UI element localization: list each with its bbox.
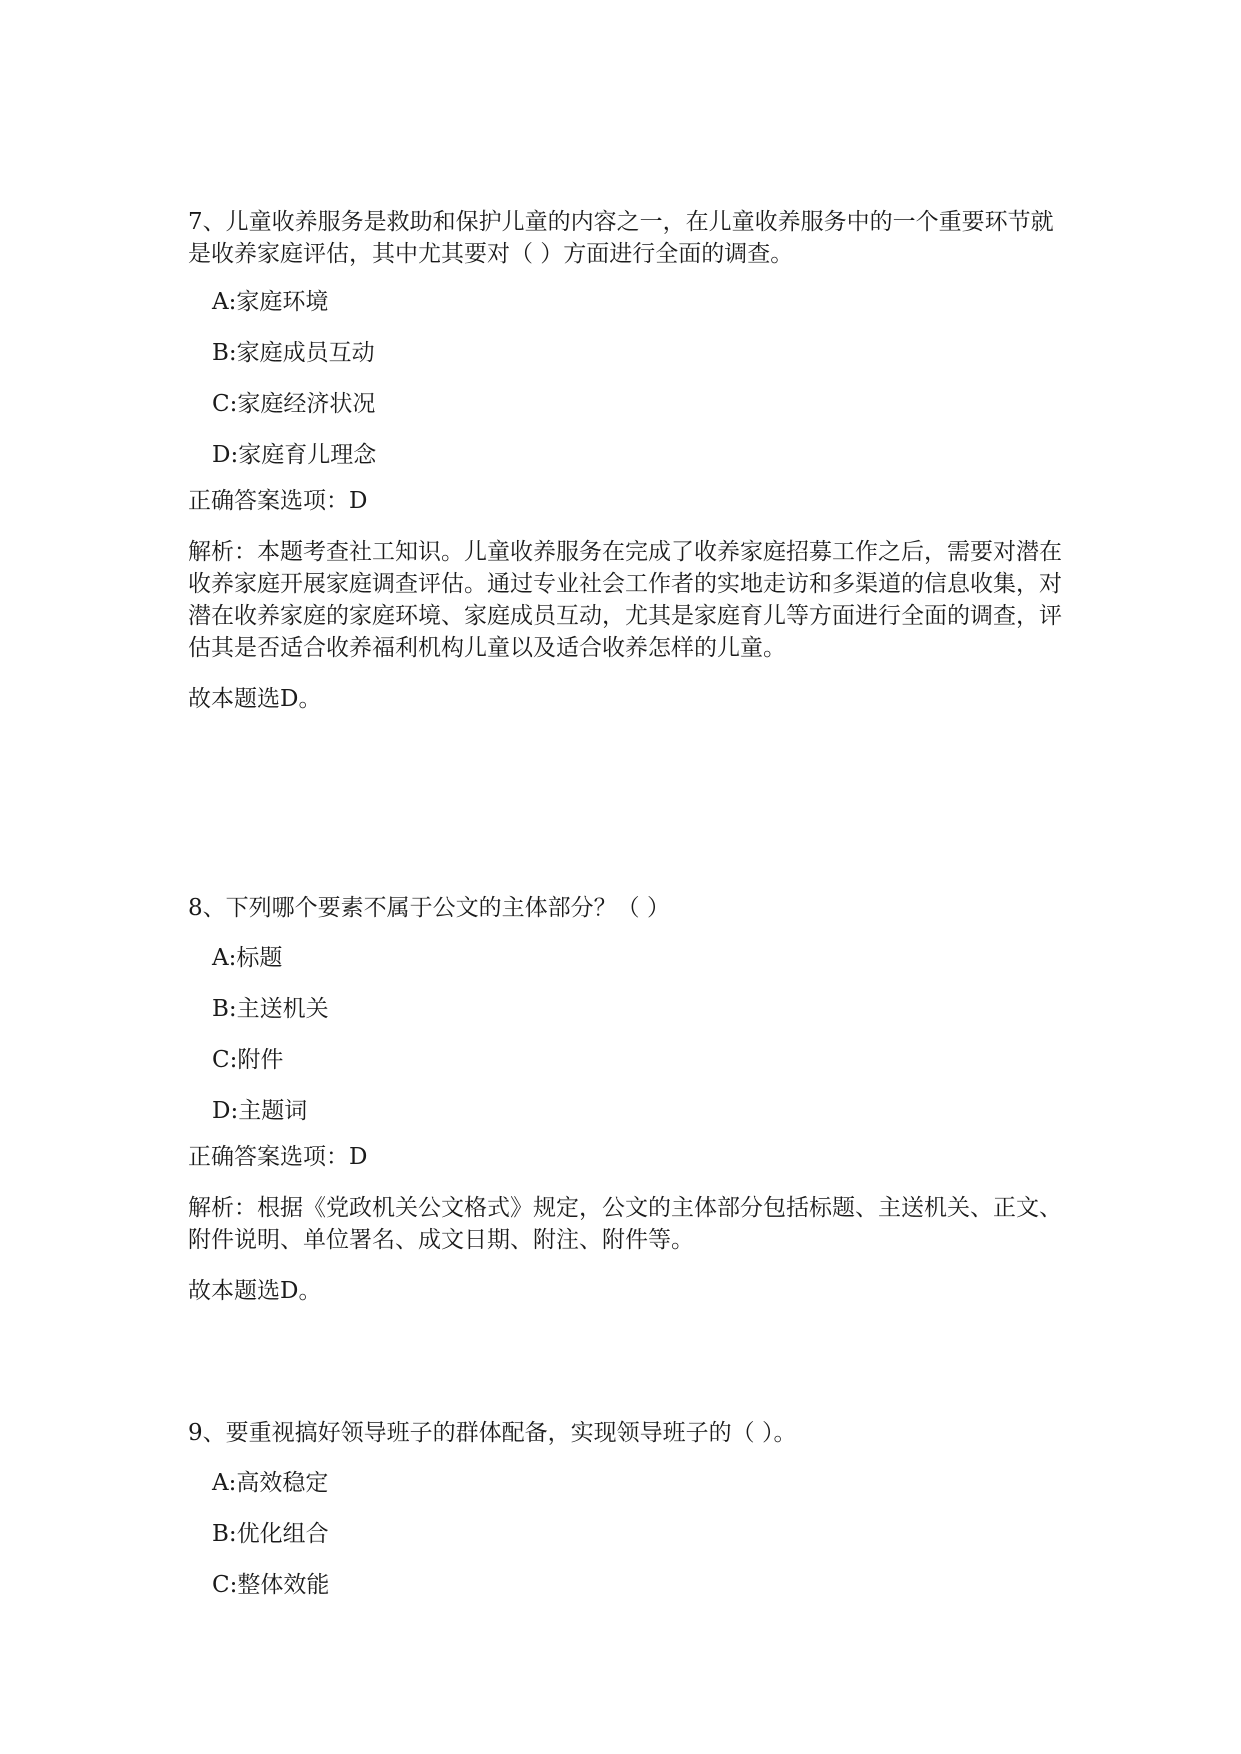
conclusion: 故本题选D。 (188, 686, 322, 712)
option-b: B:家庭成员互动 (212, 340, 375, 366)
option-a: A:家庭环境 (212, 289, 329, 315)
option-d: D:家庭育儿理念 (212, 442, 377, 468)
question-stem: 7、儿童收养服务是救助和保护儿童的内容之一，在儿童收养服务中的一个重要环节就是收养家庭评估，其中尤其要对（ ）方面进行全面的调查。 (188, 209, 1054, 267)
option-b: B:主送机关 (212, 996, 329, 1022)
analysis: 解析：本题考查社工知识。儿童收养服务在完成了收养家庭招募工作之后，需要对潜在收养家庭开展家庭调查评估。通过专业社会工作者的实地走访和多渠道的信息收集，对潜在收养家庭的家庭环境、家庭成员互动，尤其是家庭育儿等方面进行全面的调查，评估其是否适合收养福利机构儿童以及适合收养怎样的儿童。 (188, 539, 1062, 661)
option-d: D:主题词 (212, 1098, 308, 1124)
option-c: C:整体效能 (212, 1572, 330, 1598)
question-stem: 8、下列哪个要素不属于公文的主体部分？（ ） (188, 895, 670, 921)
option-a: A:高效稳定 (212, 1470, 329, 1496)
option-a: A:标题 (212, 945, 283, 971)
option-c: C:家庭经济状况 (212, 391, 376, 417)
conclusion: 故本题选D。 (188, 1278, 322, 1304)
correct-answer: 正确答案选项：D (188, 1144, 368, 1170)
question-8 (188, 892, 1068, 1307)
question-9 (188, 1417, 1068, 1620)
option-b: B:优化组合 (212, 1521, 329, 1547)
analysis: 解析：根据《党政机关公文格式》规定，公文的主体部分包括标题、主送机关、正文、附件说明、单位署名、成文日期、附注、附件等。 (188, 1195, 1062, 1253)
question-stem: 9、要重视搞好领导班子的群体配备，实现领导班子的（ ）。 (188, 1420, 797, 1446)
option-c: C:附件 (212, 1047, 284, 1073)
question-7 (188, 206, 1068, 715)
correct-answer: 正确答案选项：D (188, 488, 368, 514)
